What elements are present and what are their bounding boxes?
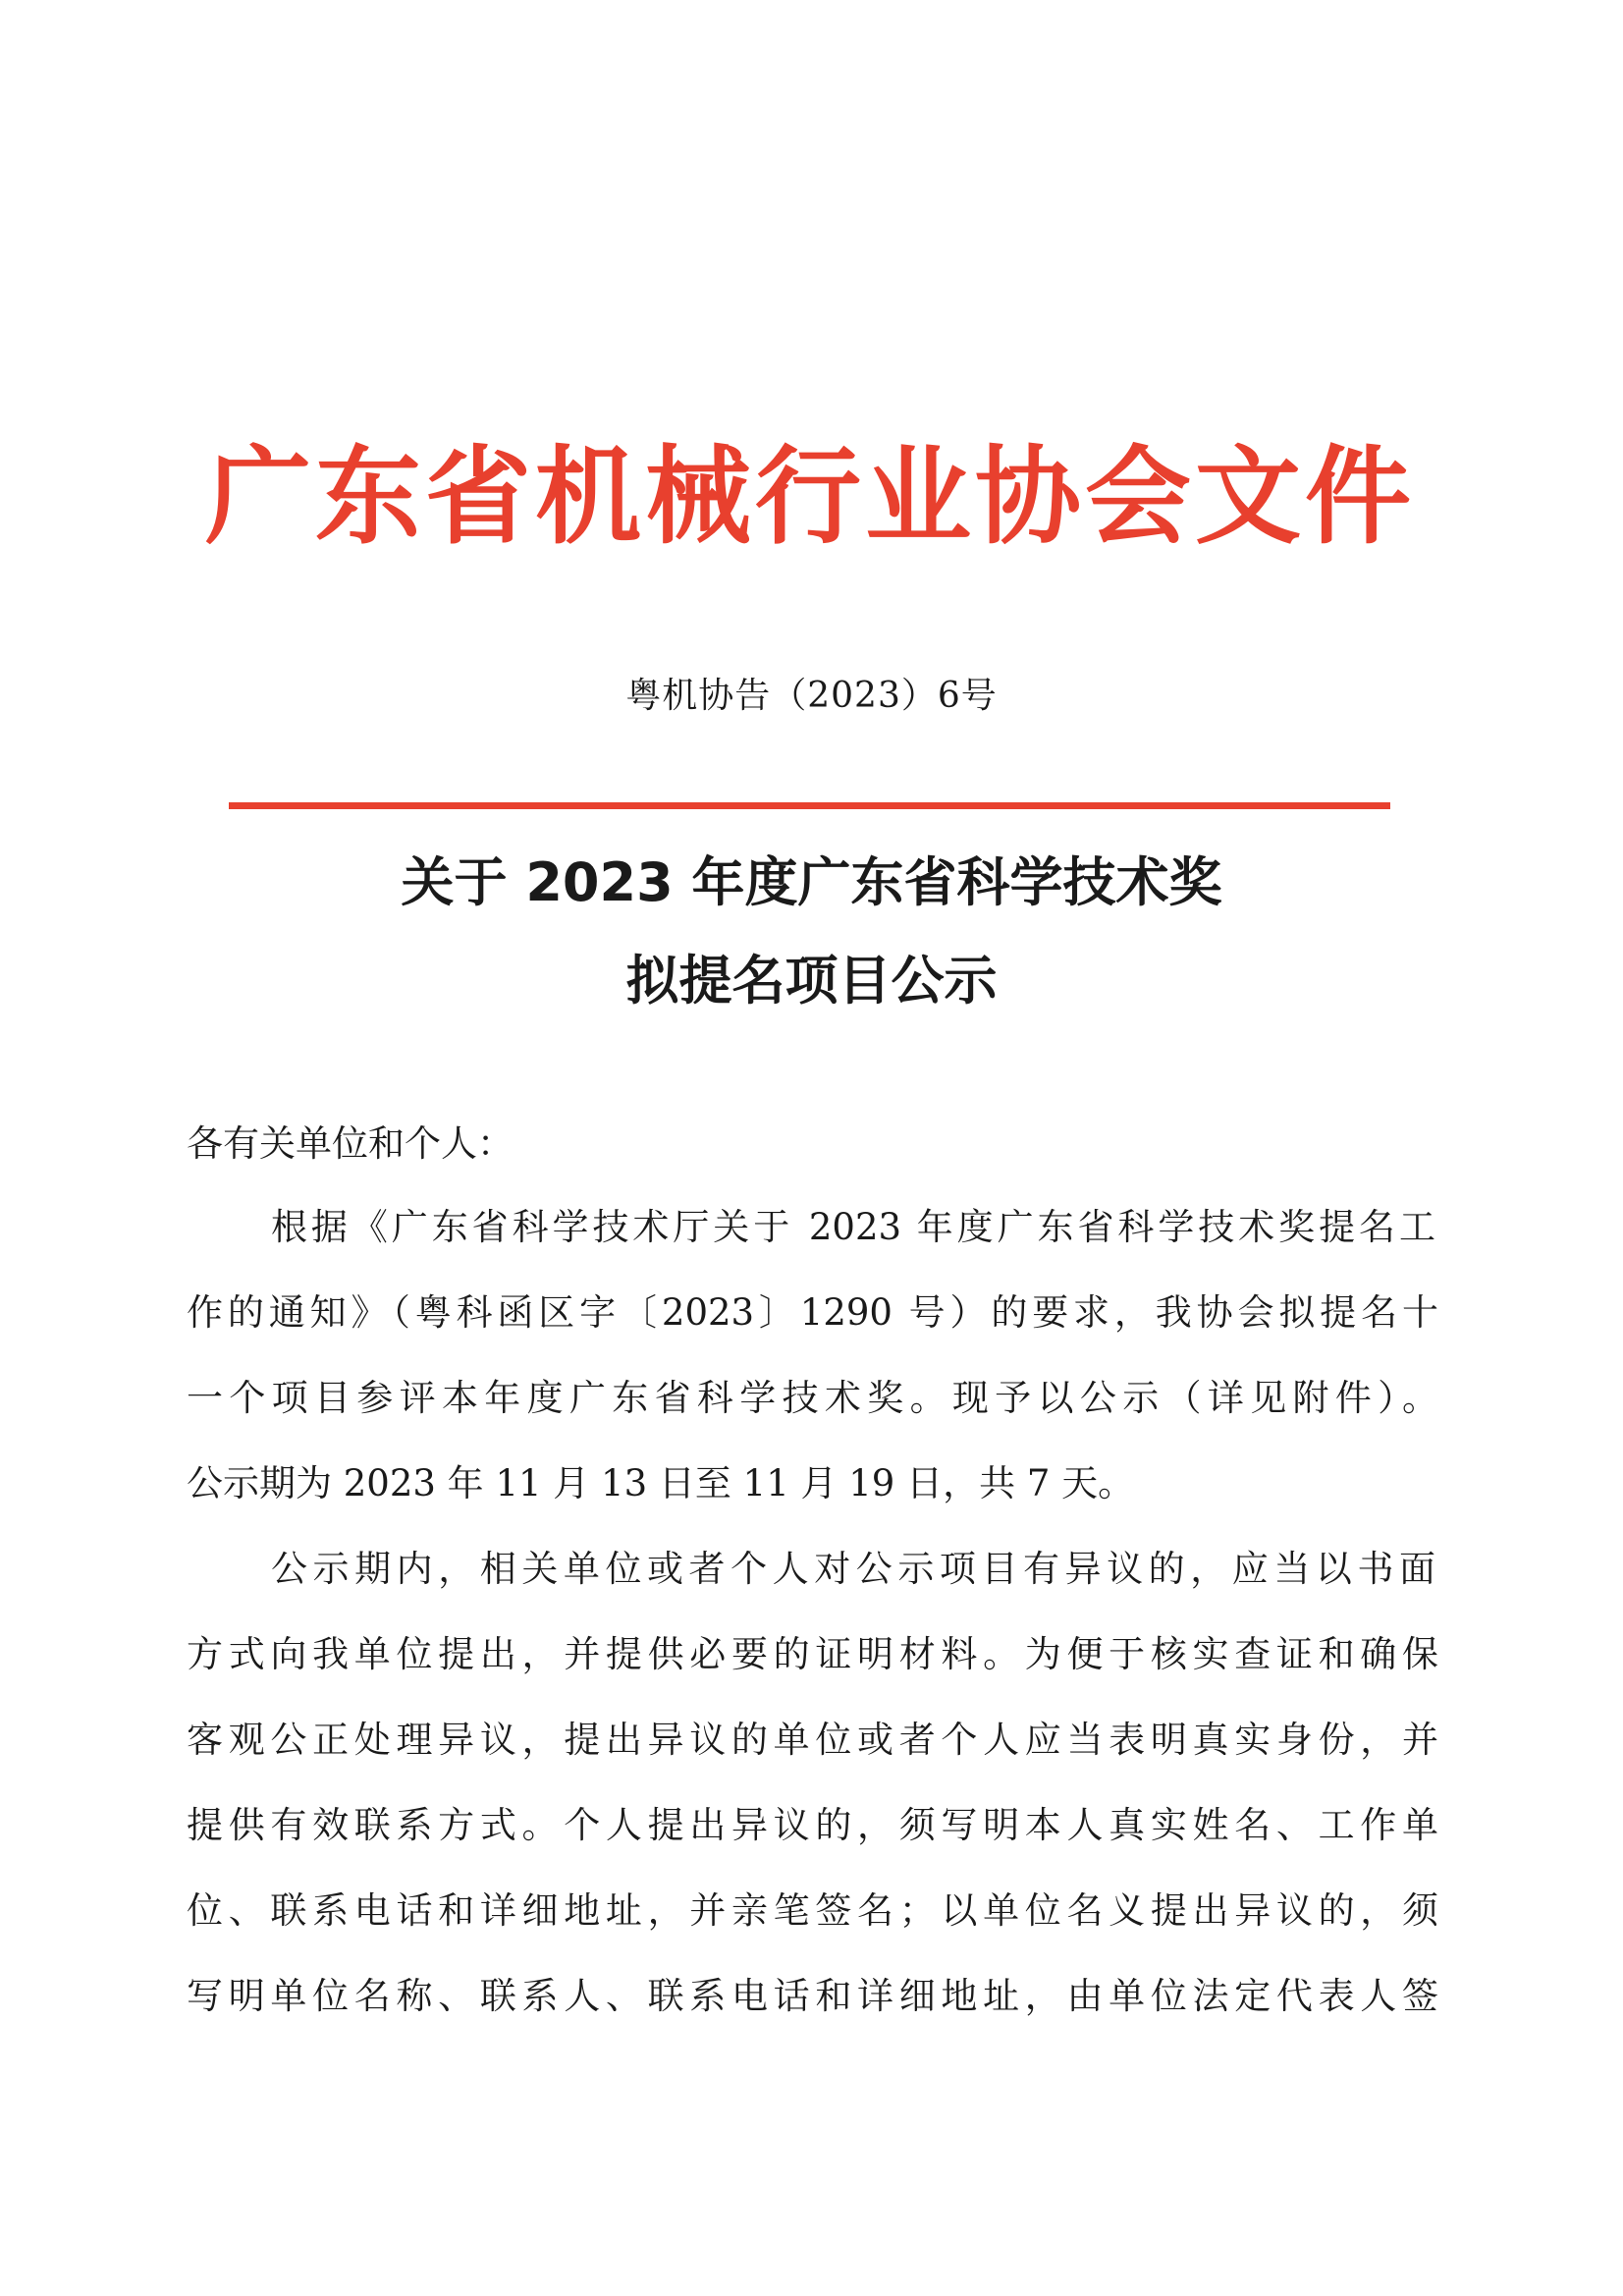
body-line-4: 公示期为 2023 年 11 月 13 日至 11 月 19 日，共 7 天。: [187, 1462, 1135, 1504]
body-line-6: 方式向我单位提出，并提供必要的证明材料。为便于核实查证和确保: [187, 1633, 1438, 1675]
notice-title-line-1: 关于 2023 年度广东省科学技术奖: [401, 851, 1222, 913]
body-line-5: 公示期内，相关单位或者个人对公示项目有异议的，应当以书面: [271, 1548, 1435, 1590]
body-line-2: 作的通知》（粤科函区字〔2023〕1290 号）的要求，我协会拟提名十: [187, 1291, 1438, 1334]
red-divider-line: [229, 802, 1390, 809]
body-line-3: 一个项目参评本年度广东省科学技术奖。现予以公示（详见附件）。: [187, 1377, 1438, 1419]
body-line-7: 客观公正处理异议，提出异议的单位或者个人应当表明真实身份，并: [187, 1719, 1438, 1761]
body-line-10: 写明单位名称、联系人、联系电话和详细地址，由单位法定代表人签: [187, 1975, 1438, 2017]
body-line-1: 根据《广东省科学技术厅关于 2023 年度广东省科学技术奖提名工: [271, 1206, 1435, 1248]
body-line-9: 位、联系电话和详细地址，并亲笔签名；以单位名义提出异议的，须: [187, 1889, 1438, 1932]
body-line-8: 提供有效联系方式。个人提出异议的，须写明本人真实姓名、工作单: [187, 1804, 1438, 1846]
notice-title-line-2: 拟提名项目公示: [625, 950, 998, 1011]
salutation: 各有关单位和个人：: [187, 1122, 514, 1165]
org-document-title: 广东省机械行业协会文件: [204, 435, 1415, 559]
document-number: 粤机协告（2023）6号: [625, 676, 998, 716]
